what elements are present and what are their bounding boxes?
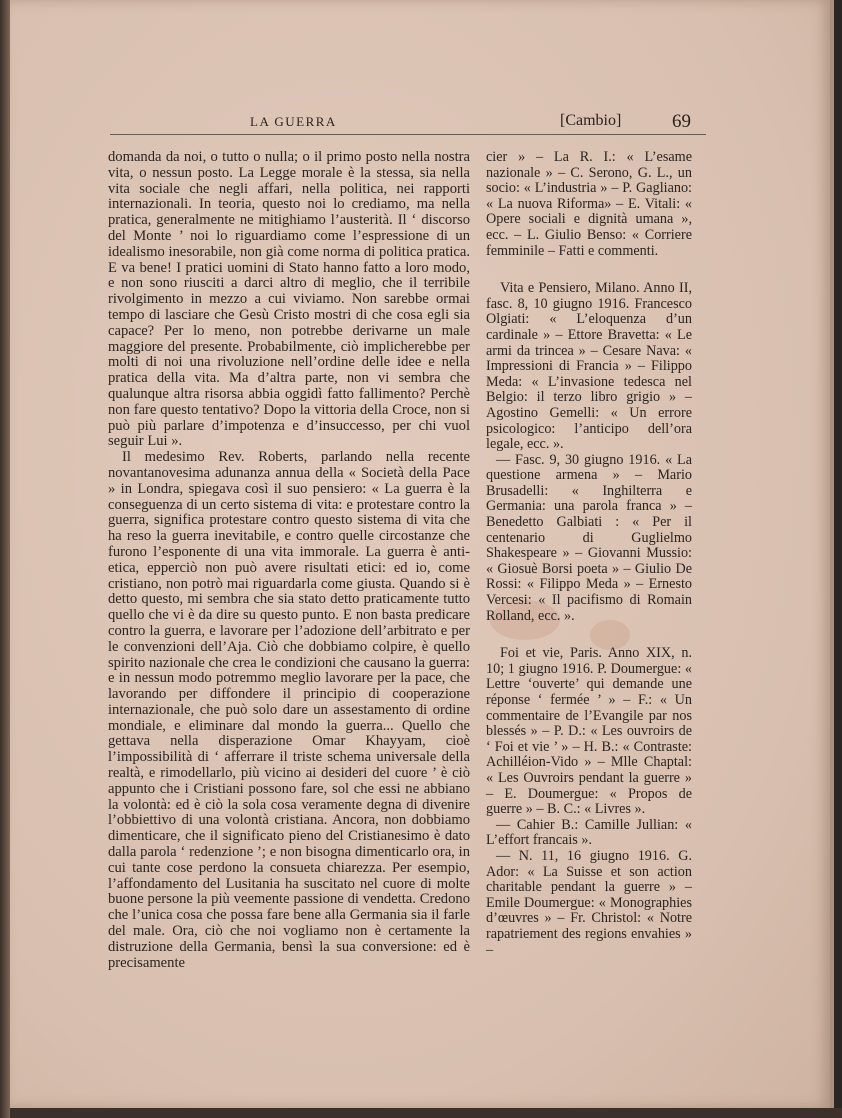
section-tag: [Cambio] [560,112,622,129]
header-rule [110,134,706,135]
book-page [10,0,834,1108]
left-column [108,150,470,971]
review-entry: — N. 11, 16 giugno 1916. G. Ador: « La Suisse et son action charitable pendant la guerre » – Emile Doumergue: « Monographies d’œuvres » – Fr. Christol: « Notre rapatriement des regions envahies » – [486,847,692,958]
book-gutter [0,0,10,1118]
review-entry: — Cahier B.: Camille Jullian: « L’effort francais ». [486,816,692,849]
paragraph: Il medesimo Rev. Roberts, parlando nella recente novantanovesima adunanza annua della « Società della Pace » in Londra, spiegava così il suo pensiero: « La guerra è la conseguenza di un certo sistema di vita: e protestare contro la guerra, significa protestare contro questo sistema di vita che ha reso la guerra inevitabile, e contro quelle circostanze che furono l’esponente di una vita immorale. La guerra è anti-etica, epperciò non può avere risultati etici: ed io, come cristiano, non potrò mai riguardarla come giusta. Quando si è detto questo, mi sembra che sia stato detto praticamente tutto quello che vi è da dire su questo punto. E non basta predicare contro la guerra, e lavorare per l’adozione dell’arbitrato e per le convenzioni dell’Aja. Ciò che dobbiamo colpire, è quello spirito nazionale che crea le condizioni che causano la guerra: e in nessun modo potremmo meglio lavorare per la pace, che lavorando per diffondere il principio di cooperazione internazionale, che può solo dare un assestamento di ordine mondiale, e eliminare dal mondo la guerra... Quello che gettava nella disperazione Omar Khayyam, cioè l’impossibilità di ‘ afferrare il triste schema universale della realtà, e rimodellarlo, più vicino ai desideri del cuore ’ è ciò appunto che i Cristiani possono fare, sol che essi ne abbiano la volontà: ed è ciò la sola cosa veramente degna di divenire l’obbiettivo di una volontà cristiana. Ancora, non dobbiamo dimenticare, che il significato pieno del Cristianesimo è dato dalla parola ‘ redenzione ’; e non bisogna dimenticarlo ora, in cui tante cose perdono la consueta chiarezza. Per esempio, l’affondamento del Lusitania ha suscitato nel cuore di molte buone persone la più veemente passione di vendetta. Credono che l’unica cosa che possa fare bene alla Germania sia il farle del male. Ora, ciò che noi vogliamo non è certamente la distruzione della Germania, bensì la sua conversione: ed è precisamente [108,449,470,971]
page-bottom-edge [10,1108,842,1118]
page-header [10,112,830,136]
running-title: LA GUERRA [250,114,337,129]
review-entry: Foi et vie, Paris. Anno XIX, n. 10; 1 giugno 1916. P. Doumergue: « Lettre ‘ouverte’ qui demande une réponse ‘ fermée ’ » – F.: « Un commentaire de l’Evangile par nos blessés » – P. D.: « Les ouvroirs de ‘ Foi et vie ’ » – H. B.: « Contraste: Achilléion-Vido » – Mlle Chaptal: « Les Ouvroirs pendant la guerre » – E. Doumergue: « Propos de guerre » – B. C.: « Livres ». [486,645,692,818]
page-number: 69 [672,111,691,132]
review-entry: — Fasc. 9, 30 giugno 1916. « La questione armena » – Mario Brusadelli: « Inghilterra e Germania: una parola franca » – Benedetto Galbiati : « Per il centenario di Guglielmo Shakespeare » – Giovanni Mussio: « Giosuè Borsi poeta » – Giulio De Rossi: « Filippo Meda » – Ernesto Vercesi: « Il pacifismo di Romain Rolland, ecc. ». [486,451,692,624]
review-entry: Vita e Pensiero, Milano. Anno II, fasc. 8, 10 giugno 1916. Francesco Olgiati: « L’eloquenza d’un cardinale » – Ettore Bravetta: « Le armi da trincea » – Cesare Nava: « Impressioni di Francia » – Filippo Meda: « L’invasione tedesca nel Belgio: il terzo libro grigio » – Agostino Gemelli: « Un errore psicologico: l’anticipo dell’ora legale, ecc. ». [486,280,692,453]
right-column [486,150,692,958]
review-entry: cier » – La R. I.: « L’esame nazionale » – C. Serono, G. L., un socio: « L’industria » – P. Gagliano: « La nuova Riforma» – E. Vitali: « Opere sociali e dignità umana », ecc. – L. Giulio Benso: « Corriere femminile – Fatti e commenti. [486,149,692,259]
paragraph: domanda da noi, o tutto o nulla; o il primo posto nella nostra vita, o nessun posto. La Legge morale è la stessa, sia nella vita sociale che negli affari, nella politica, nei rapporti internazionali. In teoria, questo noi lo crediamo, ma nella pratica, generalmente ne mitighiamo l’austerità. Il ‘ discorso del Monte ’ noi lo riguardiamo come l’espressione di un idealismo inesorabile, non già come norma di politica pratica. E va bene! I pratici uomini di Stato hanno fatto a loro modo, e non sono riusciti a darci altro di meglio, che il terribile rivolgimento in mezzo a cui viviamo. Non sarebbe ormai tempo di lasciare che Gesù Cristo mostri di che cosa egli sia capace? Per lo meno, non potrebbe derivarne un male maggiore del presente. Probabilmente, ciò implicherebbe per molti di noi una rivoluzione nell’ordine delle idee e nella pratica della vita. Ma d’altra parte, non vi sembra che qualunque altra risorsa abbia oggidì fatto fallimento? Perchè non fare questo tentativo? Dopo la vittoria della Croce, non si può più parlare d’impotenza e d’insuccesso, per chi vuol seguir Lui ». [108,149,470,450]
